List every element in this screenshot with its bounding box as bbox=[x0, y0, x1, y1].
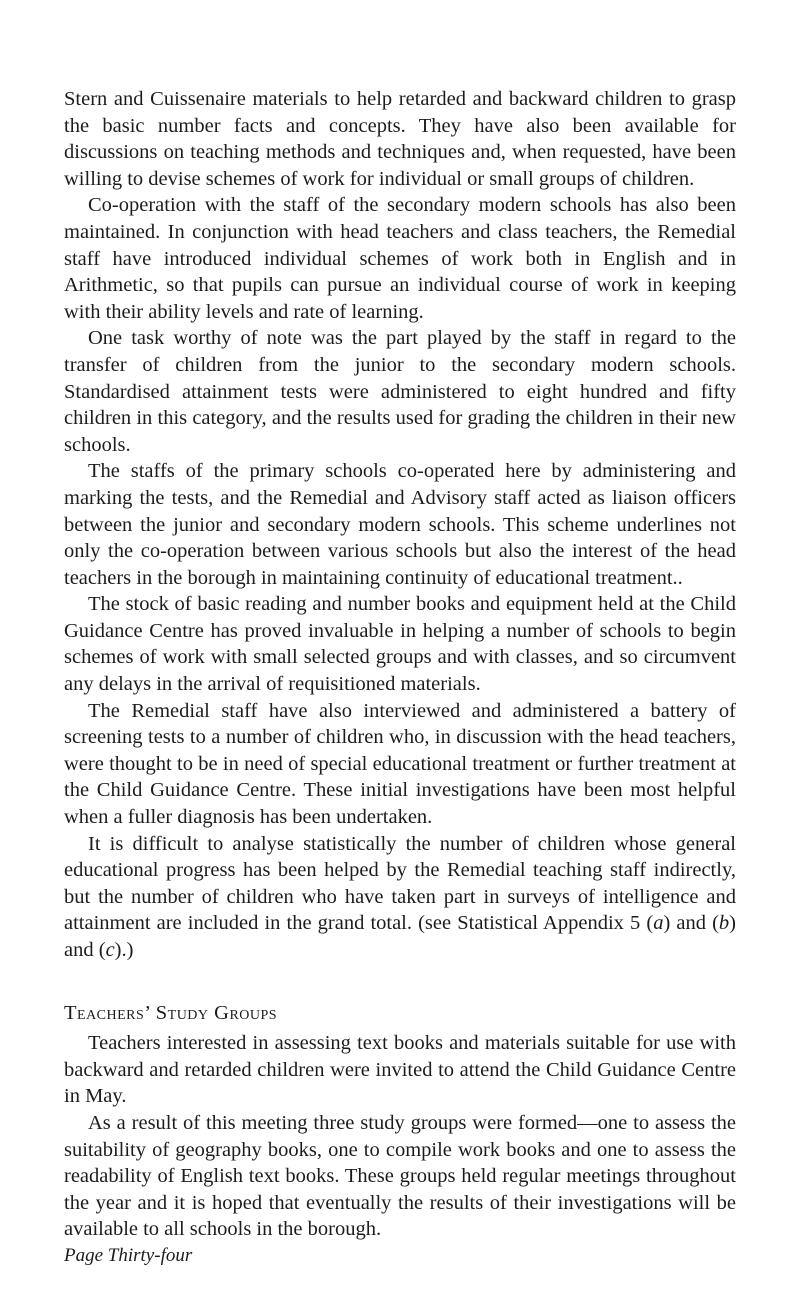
page-number-footer: Page Thirty-four bbox=[64, 1245, 193, 1266]
paragraph: The Remedial staff have also interviewed and administered a battery of screening tests to a number of children who, in discussion with the head teachers, were thought to be in need of special educational treatment or further treatment at the Child Guidance Centre. These initial investigations have been most helpful when a fuller diagnosis has been undertaken. bbox=[64, 699, 736, 829]
paragraph: The staffs of the primary schools co-operated here by administering and marking the tests, and the Remedial and Advisory staff acted as liaison officers between the junior and secondary modern schools. This scheme underlines not only the co-operation between various schools but also the interest of the head teachers in the borough in maintaining continuity of educational treatment.. bbox=[64, 460, 736, 589]
body-text-bottom bbox=[64, 1030, 736, 1243]
appendix-reference: (see Statistical Appendix 5 (a) and (b) and (c).) bbox=[64, 912, 736, 961]
paragraph bbox=[64, 831, 736, 964]
paragraph: Teachers interested in assessing text books and materials suitable for use with backward and retarded children were invited to attend the Child Guidance Centre in May. bbox=[64, 1032, 736, 1108]
paragraph: Stern and Cuissenaire materials to help retarded and backward children to grasp the basic number facts and concepts. They have also been available for discussions on teaching methods and techniques and, when requested, have been willing to devise schemes of work for individual or small groups of children. bbox=[64, 88, 736, 190]
paragraph: The stock of basic reading and number books and equipment held at the Child Guidance Centre has proved invaluable in helping a number of schools to begin schemes of work with small selected groups and with classes, and so circumvent any delays in the arrival of requisitioned materials. bbox=[64, 593, 736, 696]
section-heading: Teachers’ Study Groups bbox=[64, 1001, 278, 1024]
paragraph: As a result of this meeting three study groups were formed—one to assess the suitability of geography books, one to compile work books and one to assess the readability of English text books. These groups held regular meetings throughout the year and it is hoped that eventually the results of their investigations will be available to all schools in the borough. bbox=[64, 1111, 736, 1241]
body-text-top bbox=[64, 86, 736, 964]
paragraph: Co-operation with the staff of the secondary modern schools has also been maintained. In conjunction with head teachers and class teachers, the Remedial staff have introduced individual schemes of work both in English and in Arithmetic, so that pupils can pursue an individual course of work in keeping with their ability levels and rate of learning. bbox=[64, 194, 736, 323]
document-page bbox=[64, 86, 736, 1243]
paragraph-text: It is difficult to analyse statistically the number of children whose general educational progress has been helped by the Remedial teaching staff indirectly, but the number of children who have taken part in surveys of intelligence and attainment are included in the grand total. bbox=[64, 832, 736, 935]
paragraph: One task worthy of note was the part played by the staff in regard to the transfer of children from the junior to the secondary modern schools. Standardised attainment tests were administered to eight hundred and fifty children in this category, and the results used for grading the children in their new schools. bbox=[64, 327, 736, 456]
